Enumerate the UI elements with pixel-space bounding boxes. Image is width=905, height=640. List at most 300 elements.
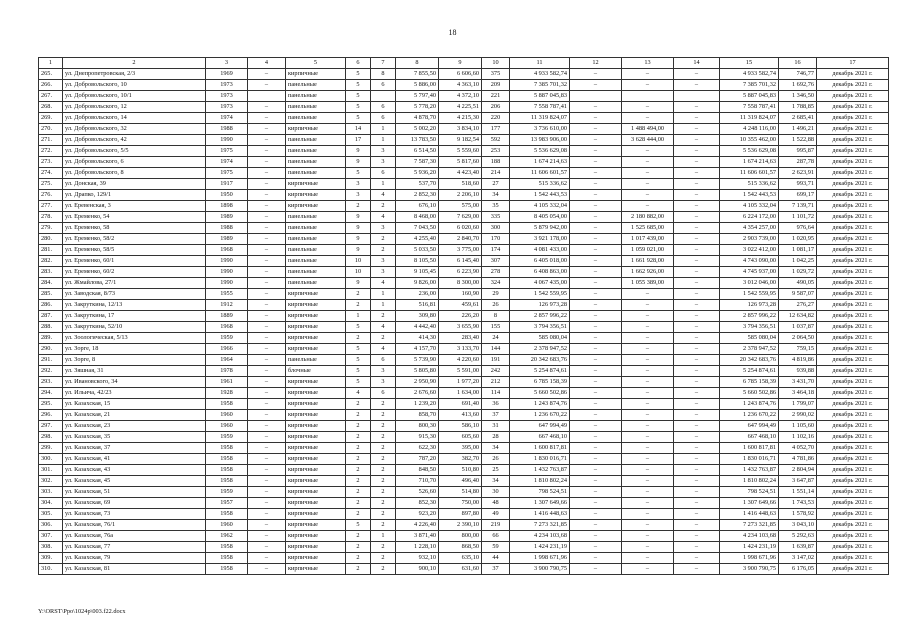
table-cell: 2: [371, 553, 396, 564]
table-cell: 276,27: [779, 300, 817, 311]
table-cell: –: [570, 388, 622, 399]
table-cell: 6 606,60: [439, 69, 482, 80]
table-cell: 4 215,30: [439, 113, 482, 124]
table-cell: –: [674, 509, 720, 520]
table-cell: 302.: [39, 476, 63, 487]
table-cell: –: [570, 366, 622, 377]
table-cell: 1 424 231,19: [510, 542, 570, 553]
table-cell: 17: [346, 135, 371, 146]
table-cell: –: [248, 311, 286, 322]
table-cell: декабрь 2021 г.: [817, 311, 889, 322]
table-cell: –: [248, 278, 286, 289]
table-cell: 5 778,20: [396, 102, 439, 113]
table-cell: 303.: [39, 487, 63, 498]
table-cell: 1 488 494,00: [622, 124, 674, 135]
table-cell: 3 431,70: [779, 377, 817, 388]
table-cell: 2: [346, 542, 371, 553]
column-number: 1: [39, 58, 63, 69]
table-cell: 8 105,50: [396, 256, 439, 267]
table-cell: ул. Казахская, 73: [63, 509, 206, 520]
table-cell: 1 578,92: [779, 509, 817, 520]
table-cell: 2: [371, 465, 396, 476]
table-cell: 2: [346, 454, 371, 465]
table-cell: 1: [371, 300, 396, 311]
table-cell: декабрь 2021 г.: [817, 366, 889, 377]
table-cell: 1969: [206, 69, 248, 80]
table-cell: –: [570, 531, 622, 542]
table-cell: декабрь 2021 г.: [817, 443, 889, 454]
table-cell: –: [674, 322, 720, 333]
table-row: [39, 135, 889, 146]
table-cell: 510,80: [439, 465, 482, 476]
table-cell: 4 442,40: [396, 322, 439, 333]
table-cell: –: [248, 168, 286, 179]
table-cell: –: [570, 124, 622, 135]
table-cell: 6 785 158,39: [720, 377, 779, 388]
table-row: [39, 322, 889, 333]
table-cell: 5 805,80: [396, 366, 439, 377]
table-row: [39, 69, 889, 80]
table-cell: 219: [482, 520, 510, 531]
table-cell: 1960: [206, 410, 248, 421]
table-cell: 37: [482, 410, 510, 421]
table-cell: 4 081 433,00: [510, 245, 570, 256]
table-cell: 170: [482, 234, 510, 245]
table-cell: панельные: [286, 245, 346, 256]
table-row: [39, 388, 889, 399]
table-cell: 2: [346, 333, 371, 344]
column-number: 15: [720, 58, 779, 69]
table-cell: 28: [482, 432, 510, 443]
column-number: 12: [570, 58, 622, 69]
table-cell: 9: [346, 234, 371, 245]
table-cell: 2: [346, 399, 371, 410]
table-cell: 2: [371, 509, 396, 520]
table-cell: 647 994,49: [510, 421, 570, 432]
table-cell: 3 775,00: [439, 245, 482, 256]
table-cell: –: [622, 377, 674, 388]
table-cell: 1 542 443,53: [510, 190, 570, 201]
table-cell: ул. Казахская, 45: [63, 476, 206, 487]
table-cell: декабрь 2021 г.: [817, 80, 889, 91]
table-cell: ул. Закруткина, 12/13: [63, 300, 206, 311]
table-cell: –: [570, 146, 622, 157]
table-cell: панельные: [286, 135, 346, 146]
table-row: [39, 542, 889, 553]
table-cell: 1 600 817,81: [720, 443, 779, 454]
table-cell: декабрь 2021 г.: [817, 113, 889, 124]
table-cell: 1: [346, 311, 371, 322]
table-cell: –: [248, 531, 286, 542]
table-cell: декабрь 2021 г.: [817, 168, 889, 179]
table-cell: ул. Добровольского, 32: [63, 124, 206, 135]
table-cell: 7 385 701,32: [720, 80, 779, 91]
table-cell: ул. Казахская, 35: [63, 432, 206, 443]
table-cell: 308.: [39, 542, 63, 553]
housing-repair-table: [38, 57, 889, 575]
table-cell: 1928: [206, 388, 248, 399]
table-cell: 2: [346, 410, 371, 421]
table-cell: –: [570, 322, 622, 333]
table-cell: 1 243 874,76: [510, 399, 570, 410]
column-number: 13: [622, 58, 674, 69]
table-cell: 868,50: [439, 542, 482, 553]
table-cell: 2: [371, 245, 396, 256]
table-cell: 1 017 439,00: [622, 234, 674, 245]
table-cell: 291.: [39, 355, 63, 366]
table-cell: 292.: [39, 366, 63, 377]
table-cell: –: [248, 102, 286, 113]
table-cell: 6 514,50: [396, 146, 439, 157]
table-cell: 304.: [39, 498, 63, 509]
table-cell: декабрь 2021 г.: [817, 267, 889, 278]
table-cell: –: [622, 542, 674, 553]
table-cell: ул. Казахская, 43: [63, 465, 206, 476]
table-cell: 4 363,10: [439, 80, 482, 91]
table-cell: –: [248, 190, 286, 201]
table-cell: –: [674, 399, 720, 410]
table-cell: ул. Казахская, 15: [63, 399, 206, 410]
table-cell: панельные: [286, 80, 346, 91]
column-number: 16: [779, 58, 817, 69]
table-row: [39, 432, 889, 443]
table-cell: кирпичные: [286, 553, 346, 564]
table-cell: 1 600 817,81: [510, 443, 570, 454]
table-cell: ул. Казахская, 41: [63, 454, 206, 465]
table-cell: кирпичные: [286, 542, 346, 553]
table-cell: 1 998 671,96: [720, 553, 779, 564]
table-cell: 2 676,60: [396, 388, 439, 399]
table-cell: 44: [482, 553, 510, 564]
table-cell: 2: [346, 509, 371, 520]
table-cell: –: [570, 432, 622, 443]
table-cell: 6: [371, 355, 396, 366]
table-cell: –: [674, 432, 720, 443]
table-cell: 2: [371, 410, 396, 421]
table-cell: –: [248, 542, 286, 553]
table-cell: декабрь 2021 г.: [817, 289, 889, 300]
table-cell: декабрь 2021 г.: [817, 553, 889, 564]
table-cell: 20 342 683,76: [510, 355, 570, 366]
table-cell: –: [674, 553, 720, 564]
table-cell: 1990: [206, 267, 248, 278]
table-cell: 324: [482, 278, 510, 289]
table-cell: кирпичные: [286, 333, 346, 344]
table-cell: 2: [371, 520, 396, 531]
table-cell: панельные: [286, 146, 346, 157]
table-cell: –: [248, 432, 286, 443]
table-cell: ул. Казахская, 76/1: [63, 520, 206, 531]
table-cell: 9: [346, 223, 371, 234]
table-cell: 848,50: [396, 465, 439, 476]
table-cell: кирпичные: [286, 179, 346, 190]
table-cell: –: [674, 377, 720, 388]
table-cell: декабрь 2021 г.: [817, 212, 889, 223]
table-cell: декабрь 2021 г.: [817, 520, 889, 531]
table-cell: –: [570, 454, 622, 465]
table-cell: декабрь 2021 г.: [817, 146, 889, 157]
table-cell: декабрь 2021 г.: [817, 256, 889, 267]
table-cell: 1 810 802,24: [720, 476, 779, 487]
table-cell: 1966: [206, 344, 248, 355]
table-cell: декабрь 2021 г.: [817, 201, 889, 212]
table-cell: 585 080,04: [720, 333, 779, 344]
table-cell: 4: [371, 344, 396, 355]
table-cell: 5 660 502,86: [720, 388, 779, 399]
table-cell: –: [248, 344, 286, 355]
table-cell: декабрь 2021 г.: [817, 432, 889, 443]
table-cell: 3 794 356,51: [510, 322, 570, 333]
table-cell: 8: [371, 69, 396, 80]
table-cell: декабрь 2021 г.: [817, 102, 889, 113]
table-cell: –: [674, 157, 720, 168]
table-cell: –: [674, 201, 720, 212]
table-cell: 515 336,62: [720, 179, 779, 190]
table-cell: кирпичные: [286, 124, 346, 135]
table-cell: –: [674, 102, 720, 113]
table-cell: ул. Ильича, 42/23: [63, 388, 206, 399]
table-cell: 4 248 116,00: [720, 124, 779, 135]
table-cell: 915,30: [396, 432, 439, 443]
table-cell: 9 182,54: [439, 135, 482, 146]
table-cell: –: [248, 267, 286, 278]
column-number: 2: [63, 58, 206, 69]
table-cell: 5 536 629,08: [720, 146, 779, 157]
table-cell: 3 043,10: [779, 520, 817, 531]
table-cell: 272.: [39, 146, 63, 157]
table-cell: 6: [371, 80, 396, 91]
table-cell: 1 416 448,63: [510, 509, 570, 520]
table-cell: –: [570, 476, 622, 487]
table-cell: –: [674, 179, 720, 190]
table-cell: 1959: [206, 333, 248, 344]
table-cell: –: [570, 234, 622, 245]
table-cell: декабрь 2021 г.: [817, 179, 889, 190]
table-cell: 155: [482, 322, 510, 333]
table-cell: –: [622, 146, 674, 157]
table-cell: 295.: [39, 399, 63, 410]
table-cell: –: [622, 553, 674, 564]
table-row: [39, 355, 889, 366]
table-cell: 5 887 045,83: [720, 91, 779, 102]
table-cell: кирпичные: [286, 69, 346, 80]
table-cell: кирпичные: [286, 465, 346, 476]
table-cell: –: [570, 498, 622, 509]
table-cell: 1 542 559,95: [720, 289, 779, 300]
table-cell: декабрь 2021 г.: [817, 498, 889, 509]
table-cell: –: [674, 498, 720, 509]
table-cell: декабрь 2021 г.: [817, 542, 889, 553]
table-cell: –: [570, 289, 622, 300]
table-cell: ул. Зорге, 18: [63, 344, 206, 355]
column-number: 4: [248, 58, 286, 69]
table-cell: 382,70: [439, 454, 482, 465]
table-cell: –: [248, 256, 286, 267]
table-cell: –: [674, 476, 720, 487]
table-cell: –: [674, 443, 720, 454]
table-cell: 2 857 996,22: [510, 311, 570, 322]
table-cell: 1 661 928,00: [622, 256, 674, 267]
table-cell: 2: [346, 432, 371, 443]
table-cell: –: [570, 256, 622, 267]
table-cell: 1968: [206, 322, 248, 333]
table-cell: 5: [346, 102, 371, 113]
table-cell: –: [622, 421, 674, 432]
table-cell: –: [674, 410, 720, 421]
table-cell: 310.: [39, 564, 63, 575]
table-cell: 1960: [206, 520, 248, 531]
table-cell: 1958: [206, 542, 248, 553]
table-cell: –: [674, 168, 720, 179]
table-cell: 1 634,00: [439, 388, 482, 399]
table-row: [39, 531, 889, 542]
table-cell: 1 307 649,66: [510, 498, 570, 509]
table-cell: –: [674, 333, 720, 344]
table-cell: 2 623,91: [779, 168, 817, 179]
table-cell: 1975: [206, 146, 248, 157]
table-cell: 592: [482, 135, 510, 146]
table-cell: 1898: [206, 201, 248, 212]
table-cell: 3: [346, 179, 371, 190]
table-cell: 932,10: [396, 553, 439, 564]
table-cell: –: [248, 135, 286, 146]
table-cell: кирпичные: [286, 509, 346, 520]
table-cell: –: [674, 234, 720, 245]
table-cell: –: [570, 135, 622, 146]
table-cell: 1 228,10: [396, 542, 439, 553]
table-cell: 2: [371, 443, 396, 454]
table-row: [39, 377, 889, 388]
table-cell: 514,80: [439, 487, 482, 498]
table-cell: –: [622, 564, 674, 575]
table-cell: 6 020,60: [439, 223, 482, 234]
column-number: 6: [346, 58, 371, 69]
table-cell: 191: [482, 355, 510, 366]
table-cell: ул. Закруткина, 52/10: [63, 322, 206, 333]
table-cell: 622,30: [396, 443, 439, 454]
table-row: [39, 498, 889, 509]
table-cell: 283.: [39, 267, 63, 278]
table-cell: панельные: [286, 278, 346, 289]
table-cell: 1958: [206, 564, 248, 575]
table-cell: 1 998 671,96: [510, 553, 570, 564]
table-cell: 7 273 321,85: [510, 520, 570, 531]
table-cell: –: [622, 113, 674, 124]
table-cell: 294.: [39, 388, 63, 399]
table-cell: 2: [371, 399, 396, 410]
table-cell: 20 342 683,76: [720, 355, 779, 366]
table-cell: 3 647,87: [779, 476, 817, 487]
table-cell: 459,61: [439, 300, 482, 311]
table-cell: 35: [482, 201, 510, 212]
table-row: [39, 399, 889, 410]
table-cell: 1 307 649,66: [720, 498, 779, 509]
table-cell: –: [622, 443, 674, 454]
table-cell: ул. Казахская, 76а: [63, 531, 206, 542]
table-cell: 5: [346, 366, 371, 377]
table-cell: 6 224 172,00: [720, 212, 779, 223]
table-cell: декабрь 2021 г.: [817, 509, 889, 520]
table-cell: декабрь 2021 г.: [817, 333, 889, 344]
table-cell: кирпичные: [286, 487, 346, 498]
table-cell: 1: [371, 531, 396, 542]
table-cell: 289.: [39, 333, 63, 344]
table-cell: декабрь 2021 г.: [817, 322, 889, 333]
table-cell: –: [570, 80, 622, 91]
table-cell: 174: [482, 245, 510, 256]
table-cell: 5: [346, 69, 371, 80]
table-cell: 177: [482, 124, 510, 135]
table-cell: 414,30: [396, 333, 439, 344]
table-cell: 2 903 739,00: [720, 234, 779, 245]
table-cell: –: [674, 366, 720, 377]
table-cell: ул. Зоологическая, 5/13: [63, 333, 206, 344]
table-cell: –: [622, 322, 674, 333]
table-row: [39, 553, 889, 564]
table-cell: 3 871,40: [396, 531, 439, 542]
table-cell: 4: [371, 212, 396, 223]
table-cell: 1889: [206, 311, 248, 322]
table-cell: –: [248, 366, 286, 377]
table-cell: 268.: [39, 102, 63, 113]
table-cell: –: [570, 201, 622, 212]
table-cell: ул. Добровольского, 12: [63, 102, 206, 113]
table-cell: 4 220,60: [439, 355, 482, 366]
table-cell: –: [248, 300, 286, 311]
table-cell: 1964: [206, 355, 248, 366]
table-cell: 1990: [206, 278, 248, 289]
table-cell: –: [674, 355, 720, 366]
table-cell: –: [248, 212, 286, 223]
table-cell: 1 551,14: [779, 487, 817, 498]
table-cell: 1988: [206, 223, 248, 234]
table-cell: 29: [482, 289, 510, 300]
table-cell: ул. Еременко, 60/2: [63, 267, 206, 278]
table-cell: –: [570, 487, 622, 498]
table-cell: 2 390,10: [439, 520, 482, 531]
table-cell: –: [622, 476, 674, 487]
table-cell: 2: [346, 531, 371, 542]
table-cell: декабрь 2021 г.: [817, 355, 889, 366]
table-cell: 287.: [39, 311, 63, 322]
table-cell: –: [248, 322, 286, 333]
table-cell: 1978: [206, 366, 248, 377]
table-cell: 1 020,95: [779, 234, 817, 245]
table-cell: 1968: [206, 245, 248, 256]
table-cell: 798 524,51: [510, 487, 570, 498]
table-cell: панельные: [286, 223, 346, 234]
table-cell: 7 273 321,85: [720, 520, 779, 531]
table-cell: 6: [371, 388, 396, 399]
table-row: [39, 410, 889, 421]
table-cell: 2: [346, 476, 371, 487]
table-row: [39, 421, 889, 432]
table-cell: ул. Казахская, 81: [63, 564, 206, 575]
table-cell: 1955: [206, 289, 248, 300]
table-cell: 5: [346, 168, 371, 179]
table-row: [39, 454, 889, 465]
table-row: [39, 300, 889, 311]
table-cell: 307.: [39, 531, 63, 542]
table-cell: –: [622, 179, 674, 190]
table-cell: –: [570, 344, 622, 355]
table-cell: 2 685,41: [779, 113, 817, 124]
table-cell: 5 817,60: [439, 157, 482, 168]
table-cell: 900,10: [396, 564, 439, 575]
table-cell: 4 105 332,04: [510, 201, 570, 212]
table-row: [39, 344, 889, 355]
table-row: [39, 201, 889, 212]
